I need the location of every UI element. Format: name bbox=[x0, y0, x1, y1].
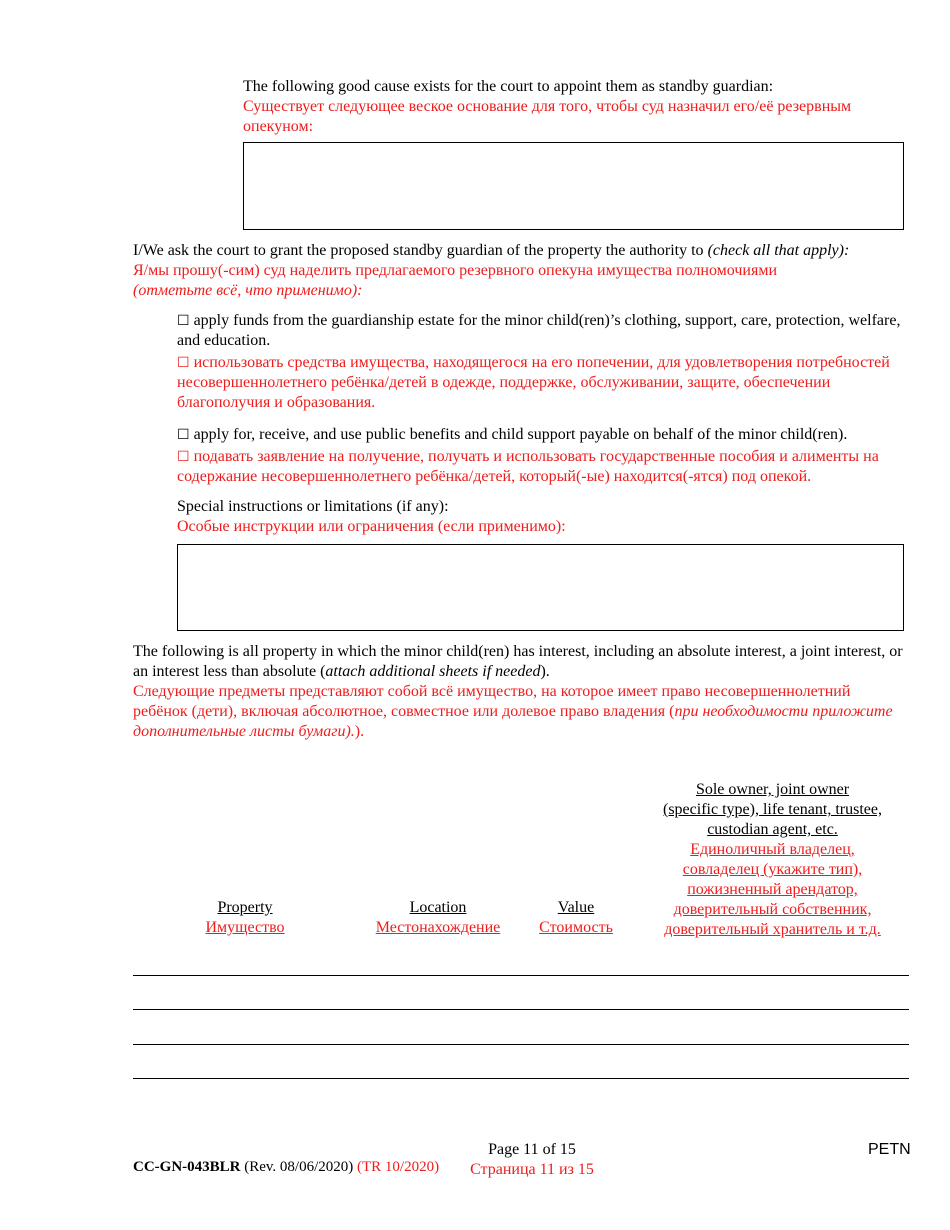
property-intro-en-end: ). bbox=[540, 663, 550, 680]
special-ru: Особые инструкции или ограничения (если применимо): bbox=[177, 518, 566, 535]
column-property-en: Property bbox=[217, 899, 273, 916]
property-intro-en bbox=[133, 642, 908, 682]
authority-statement-ru bbox=[133, 261, 908, 301]
option-funds bbox=[177, 311, 912, 413]
property-intro-ru-main: Следующие предметы представляют собой всё имущество, на которое имеет право несовершеннолетний ребёнок (дети), включая абсолютное, совместное или долевое право владения ( bbox=[133, 683, 851, 720]
authority-ru-italic: (отметьте всё, что применимо): bbox=[133, 282, 363, 299]
property-intro-ru-italic: при необходимости приложите дополнительные листы бумаги). bbox=[133, 703, 893, 740]
column-ownership-ru-4: доверительный хранитель и т.д. bbox=[664, 921, 881, 938]
column-ownership-ru-1: совладелец (укажите тип), bbox=[682, 861, 863, 878]
column-ownership-en-1: (specific type), life tenant, trustee, bbox=[662, 801, 882, 818]
form-rev: (Rev. 08/06/2020) bbox=[244, 1159, 354, 1175]
option-benefits bbox=[177, 425, 917, 487]
column-ownership-ru-3: доверительный собственник, bbox=[673, 901, 872, 918]
form-code: PETN bbox=[868, 1141, 911, 1158]
column-location-en: Location bbox=[409, 899, 467, 916]
option-funds-en-text: apply funds from the guardianship estate for the minor child(ren)’s clothing, support, care, protection, welfare, and education. bbox=[177, 312, 901, 349]
checkbox-funds[interactable]: ☐ bbox=[177, 313, 190, 329]
form-tr: (TR 10/2020) bbox=[357, 1159, 440, 1175]
checkbox-funds-ru[interactable]: ☐ bbox=[177, 355, 190, 371]
column-ownership-ru-2: пожизненный арендатор, bbox=[687, 881, 858, 898]
good-cause-label-ru: Существует следующее веское основание для того, чтобы суд назначил его/её резервным опекуном: bbox=[243, 98, 852, 135]
authority-statement-en bbox=[133, 241, 908, 261]
column-ownership-en-0: Sole owner, joint owner bbox=[695, 781, 850, 798]
form-id-line bbox=[133, 1157, 439, 1177]
page-number-en: Page 11 of 15 bbox=[488, 1141, 576, 1158]
option-funds-en bbox=[177, 311, 912, 351]
column-ownership-ru-0: Единоличный владелец, bbox=[690, 841, 855, 858]
property-intro-en-italic: attach additional sheets if needed bbox=[325, 663, 541, 680]
option-benefits-ru-text: подавать заявление на получение, получать и использовать государственные пособия и алименты на содержание несовершеннолетнего ребёнка/детей, который(-ые) находится(-ятся) под опекой. bbox=[177, 448, 879, 485]
option-benefits-en bbox=[177, 425, 917, 445]
column-location-ru: Местонахождение bbox=[375, 919, 501, 936]
option-benefits-en-text: apply for, receive, and use public benefits and child support payable on behalf of the minor child(ren). bbox=[193, 426, 848, 443]
column-value-ru: Стоимость bbox=[539, 919, 613, 936]
table-row[interactable] bbox=[133, 1044, 909, 1045]
property-intro bbox=[133, 642, 908, 742]
good-cause-input[interactable] bbox=[243, 142, 904, 230]
table-row[interactable] bbox=[133, 1009, 909, 1010]
authority-en-italic: (check all that apply): bbox=[707, 242, 850, 259]
option-funds-ru bbox=[177, 353, 912, 413]
page-number bbox=[432, 1140, 632, 1180]
option-funds-ru-text: использовать средства имущества, находящегося на его попечении, для удовлетворения потребностей несовершеннолетнего ребёнка/детей в одежде, поддержке, обслуживании, защите, обеспечении благополучия и образования. bbox=[177, 354, 890, 411]
authority-statement bbox=[133, 241, 908, 301]
good-cause-label bbox=[243, 77, 903, 137]
good-cause-label-en: The following good cause exists for the court to appoint them as standby guardian: bbox=[243, 78, 774, 95]
column-property-ru: Имущество bbox=[205, 919, 285, 936]
form-id: CC-GN-043BLR bbox=[133, 1159, 241, 1175]
column-header-value bbox=[526, 898, 626, 938]
column-header-ownership bbox=[640, 780, 905, 940]
property-intro-ru bbox=[133, 682, 908, 742]
special-instructions-label bbox=[177, 497, 877, 537]
property-intro-en-main: The following is all property in which the minor child(ren) has interest, including an absolute interest, a joint interest, or an interest less than absolute ( bbox=[133, 643, 903, 680]
authority-ru-main: Я/мы прошу(-сим) суд наделить предлагаемого резервного опекуна имущества полномочиями bbox=[133, 262, 778, 279]
column-ownership-en-2: custodian agent, etc. bbox=[707, 821, 838, 838]
table-row[interactable] bbox=[133, 975, 909, 976]
table-row[interactable] bbox=[133, 1078, 909, 1079]
checkbox-benefits[interactable]: ☐ bbox=[177, 427, 190, 443]
checkbox-benefits-ru[interactable]: ☐ bbox=[177, 449, 190, 465]
property-intro-ru-end: ). bbox=[354, 723, 365, 740]
special-instructions-input[interactable] bbox=[177, 544, 904, 631]
authority-en-main: I/We ask the court to grant the proposed standby guardian of the property the authority to bbox=[133, 242, 704, 259]
column-value-en: Value bbox=[557, 899, 595, 916]
option-benefits-ru bbox=[177, 447, 917, 487]
column-header-property bbox=[185, 898, 305, 938]
special-en: Special instructions or limitations (if any): bbox=[177, 498, 449, 515]
page-number-ru: Страница 11 из 15 bbox=[470, 1161, 594, 1178]
column-header-location bbox=[363, 898, 513, 938]
